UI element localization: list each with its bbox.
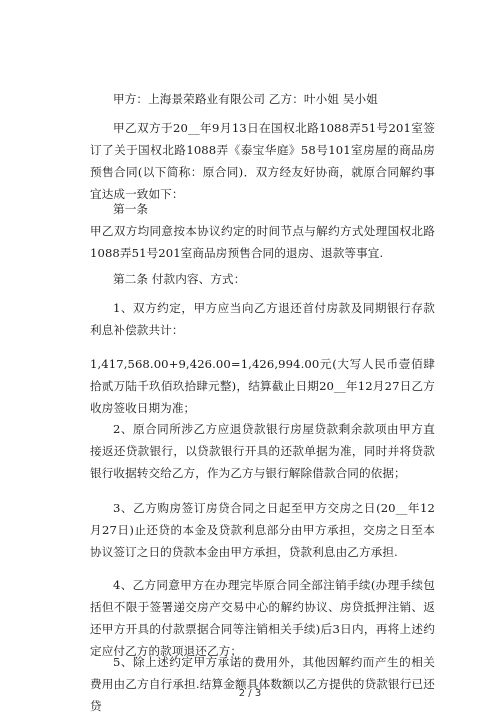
- parties-line: 甲方：上海景荣路业有限公司 乙方：叶小姐 吴小姐: [113, 92, 378, 106]
- page-number: 2 / 3: [238, 688, 262, 699]
- item-5: 5、除上述约定甲方承诺的费用外，其他因解约而产生的相关费用由乙方自行承担.结算金额具体数额以乙方提供的贷款银行已还贷: [90, 655, 435, 713]
- item-4: 4、乙方同意甲方在办理完毕原合同全部注销手续(办理手续包括但不限于签署递交房产交易中心的解约协议、房贷抵押注销、返还甲方开具的付款票据合同等注销相关手续)后3日内，再将上述约定应付乙方的款项退还乙方；: [90, 578, 435, 658]
- item-2: 2、原合同所涉乙方应退贷款银行房屋贷款剩余款项由甲方直接返还贷款银行，以贷款银行开具的还款单据为准，同时并将贷款银行收据转交给乙方，作为乙方与银行解除借款合同的依据；: [90, 422, 435, 480]
- item-3: 3、乙方购房签订房贷合同之日起至甲方交房之日(20__年12月27日)止还贷的本金及贷款利息部分由甲方承担，交房之日至本协议签订之日的贷款本金由甲方承担，贷款利息由乙方承担.: [90, 501, 435, 559]
- item-1-amount: 1,417,568.00+9,426.00=1,426,994.00元(大写人民币壹佰肆拾贰万陆千玖佰玖拾肆元整)，结算截止日期20__年12月27日乙方收房签收日期为准；: [90, 357, 435, 415]
- article-1-title: 第一条: [113, 202, 149, 216]
- item-1: 1、双方约定，甲方应当向乙方退还首付房款及同期银行存款利息补偿款共计：: [90, 301, 435, 337]
- intro-paragraph: 甲乙双方于20__年9月13日在国权北路1088弄51号201室签订了关于国权北路1088弄《泰宝华庭》58号101室房屋的商品房预售合同(以下简称：原合同)．双方经友好协商，就原合同解约事宜达成一致如下：: [90, 121, 435, 201]
- article-1-body: 甲乙双方均同意按本协议约定的时间节点与解约方式处理国权北路1088弄51号201室商品房预售合同的退房、退款等事宜.: [90, 224, 435, 260]
- article-2-title: 第二条 付款内容、方式：: [113, 272, 246, 286]
